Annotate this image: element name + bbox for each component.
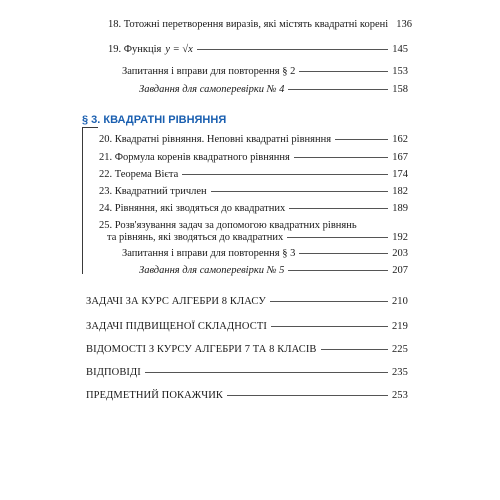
dot-leader [211, 191, 389, 192]
dot-leader [145, 372, 388, 373]
toc-entry-review-2 [122, 66, 408, 78]
toc-page-number: 210 [391, 296, 408, 307]
toc-entry-label-line1: 25. Розв'язування задач за допомогою квадратних рівнянь [99, 220, 357, 231]
toc-entry-course-problems [86, 296, 408, 308]
toc-page-number: 182 [392, 186, 408, 197]
toc-entry-reference [86, 344, 408, 356]
section-heading: § 3. КВАДРАТНІ РІВНЯННЯ [82, 114, 227, 126]
toc-entry-label: 23. Квадратний тричлен [99, 186, 207, 197]
toc-entry-label: Завдання для самоперевірки № 5 [139, 265, 285, 276]
toc-entry-label: 21. Формула коренів квадратного рівняння [99, 152, 290, 163]
formula: y = √x [165, 44, 193, 55]
toc-entry-20 [99, 134, 408, 146]
toc-entry-label: Запитання і вправи для повторення § 2 [122, 66, 296, 77]
toc-entry-selftest-4 [139, 84, 408, 96]
section-bracket-vertical [82, 127, 83, 274]
toc-entry-24 [99, 203, 408, 215]
toc-entry-25 [99, 220, 408, 244]
toc-entry-label: 19. Функція [108, 44, 162, 55]
toc-page-number: 225 [391, 344, 408, 355]
toc-entry-22 [99, 169, 408, 181]
section-bracket-horizontal [82, 127, 98, 128]
dot-leader [182, 174, 388, 175]
toc-entry-line2 [99, 232, 408, 244]
dot-leader [288, 89, 388, 90]
toc-entry-19 [108, 44, 408, 56]
toc-entry-label: ВІДОМОСТІ З КУРСУ АЛГЕБРИ 7 ТА 8 КЛАСІВ [86, 344, 317, 355]
toc-entry-label-line2: та рівнянь, які зводяться до квадратних [107, 232, 284, 243]
toc-entry-advanced-problems [86, 321, 408, 333]
toc-entry-21 [99, 152, 408, 164]
toc-page-number: 253 [391, 390, 408, 401]
toc-entry-23 [99, 186, 408, 198]
toc-page-number: 158 [392, 84, 408, 95]
dot-leader [271, 326, 388, 327]
toc-entry-index [86, 390, 408, 402]
toc-entry-label: Запитання і вправи для повторення § 3 [122, 248, 296, 259]
dot-leader [287, 237, 388, 238]
toc-entry-label: 20. Квадратні рівняння. Неповні квадратні рівняння [99, 134, 332, 145]
toc-page-number: 145 [392, 44, 408, 55]
dot-leader [294, 157, 388, 158]
toc-entry-label: 18. Тотожні перетворення виразів, які містять квадратні корені [108, 19, 389, 30]
dot-leader [335, 139, 388, 140]
toc-entry-18 [108, 19, 412, 31]
dot-leader [197, 49, 388, 50]
toc-entry-label: Завдання для самоперевірки № 4 [139, 84, 285, 95]
toc-entry-label: ЗАДАЧІ ПІДВИЩЕНОЇ СКЛАДНОСТІ [86, 321, 267, 332]
toc-page-number: 192 [392, 232, 408, 243]
dot-leader [299, 253, 388, 254]
toc-page-number: 207 [392, 265, 408, 276]
toc-page-number: 167 [392, 152, 408, 163]
toc-page-number: 235 [391, 367, 408, 378]
toc-page-number: 219 [391, 321, 408, 332]
toc-entry-answers [86, 367, 408, 379]
toc-page-number: 153 [392, 66, 408, 77]
toc-page-number: 203 [392, 248, 408, 259]
dot-leader [227, 395, 388, 396]
toc-page-number: 189 [392, 203, 408, 214]
dot-leader [288, 270, 388, 271]
dot-leader [270, 301, 388, 302]
toc-page-number: 174 [392, 169, 408, 180]
toc-page-number: 136 [396, 19, 412, 30]
toc-entry-label: 24. Рівняння, які зводяться до квадратних [99, 203, 286, 214]
toc-page-number: 162 [392, 134, 408, 145]
toc-entry-label: 22. Теорема Вієта [99, 169, 179, 180]
dot-leader [299, 71, 388, 72]
dot-leader [321, 349, 388, 350]
toc-entry-review-3 [122, 248, 408, 260]
toc-entry-label: ЗАДАЧІ ЗА КУРС АЛГЕБРИ 8 КЛАСУ [86, 296, 266, 307]
toc-entry-selftest-5 [139, 265, 408, 277]
toc-entry-label: ВІДПОВІДІ [86, 367, 141, 378]
toc-entry-label: ПРЕДМЕТНИЙ ПОКАЖЧИК [86, 390, 224, 401]
dot-leader [289, 208, 388, 209]
